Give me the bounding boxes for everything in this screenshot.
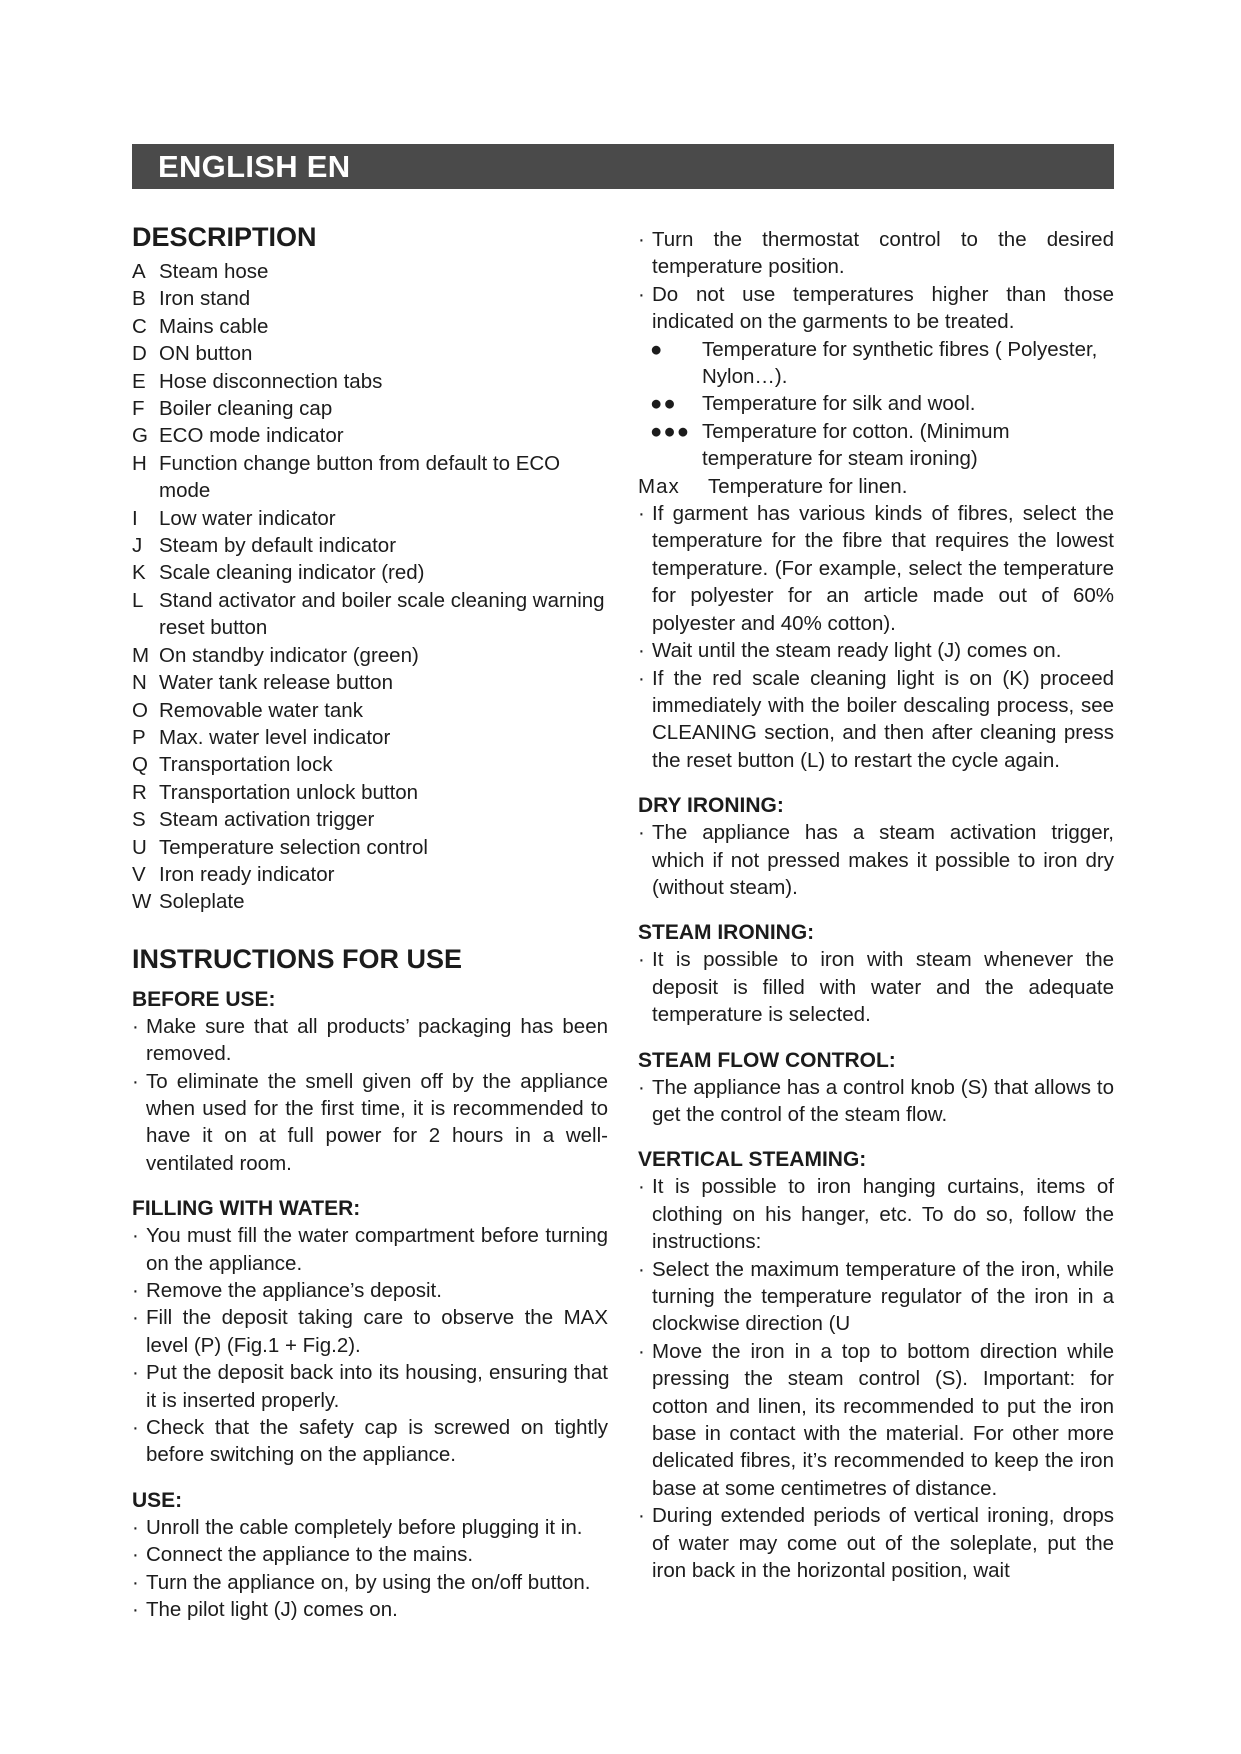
steam-flow-heading: STEAM FLOW CONTROL: (638, 1048, 896, 1072)
temperature-list (638, 336, 1114, 500)
thermostat-item: · Turn the thermostat control to the desired temperature position. (638, 226, 1114, 281)
steam-ironing-heading: STEAM IRONING: (638, 921, 815, 945)
vertical-steaming-item: · It is possible to iron hanging curtains, items of clothing on his hanger, etc. To do so, follow the instructions: (638, 1173, 1114, 1255)
item-letter: O (132, 698, 148, 722)
description-item (132, 258, 608, 285)
ironing-tip-item: · Wait until the steam ready light (J) comes on. (638, 637, 1114, 664)
item-text: Boiler cleaning cap (159, 397, 333, 421)
description-item (132, 422, 608, 449)
description-item (132, 642, 608, 669)
item-letter: D (132, 342, 147, 366)
temperature-symbol: ●● (650, 392, 677, 416)
steam-flow-item: · The appliance has a control knob (S) that allows to get the control of the steam flow. (638, 1074, 1114, 1129)
item-letter: G (132, 424, 148, 448)
item-text: Function change button from default to ECO mode (159, 451, 561, 503)
item-text: Stand activator and boiler scale cleaning warning reset button (159, 588, 605, 640)
left-column (132, 220, 608, 1641)
description-item (132, 888, 608, 915)
description-item (132, 505, 608, 532)
temperature-text: Temperature for silk and wool. (702, 392, 976, 416)
item-text: Transportation unlock button (159, 780, 419, 804)
item-letter: S (132, 808, 146, 832)
filling-heading: FILLING WITH WATER: (132, 1197, 361, 1221)
item-text: Steam hose (159, 260, 269, 283)
description-item (132, 669, 608, 696)
temperature-row (650, 336, 1114, 391)
before-use-item: · To eliminate the smell given off by the appliance when used for the first time, it is recommended to have it on at full power for 2 hours in a well-ventilated room. (132, 1068, 608, 1178)
temperature-symbol: ●●● (650, 419, 691, 443)
dry-ironing-heading: DRY IRONING: (638, 794, 784, 818)
description-item (132, 532, 608, 559)
instructions-heading: INSTRUCTIONS FOR USE (132, 943, 463, 974)
temperature-text: Temperature for synthetic fibres ( Polyester, Nylon…). (702, 337, 1098, 389)
ironing-tip-item: · If the red scale cleaning light is on (K) proceed immediately with the boiler descaling process, see CLEANING section, and then after cleaning press the reset button (L) to restart the cycle again. (638, 665, 1114, 775)
before-use-section (132, 986, 608, 1177)
description-item (132, 724, 608, 751)
description-item (132, 285, 608, 312)
description-item (132, 313, 608, 340)
filling-item: · You must fill the water compartment before turning on the appliance. (132, 1222, 608, 1277)
temperature-text: Temperature for linen. (708, 474, 908, 498)
item-letter: C (132, 314, 147, 338)
item-text: Soleplate (159, 890, 245, 914)
item-text: Low water indicator (159, 506, 336, 530)
description-item (132, 559, 608, 586)
temperature-row (650, 390, 1114, 417)
item-text: Hose disconnection tabs (159, 369, 383, 393)
item-letter: P (132, 725, 146, 749)
description-item (132, 395, 608, 422)
item-letter: A (132, 260, 146, 283)
description-item (132, 450, 608, 505)
before-use-heading: BEFORE USE: (132, 987, 276, 1011)
description-item (132, 368, 608, 395)
item-text: On standby indicator (green) (159, 643, 419, 667)
item-text: Iron ready indicator (159, 862, 335, 886)
use-item: · Connect the appliance to the mains. (132, 1541, 608, 1568)
item-letter: F (132, 397, 145, 421)
filling-item: · Fill the deposit taking care to observe the MAX level (P) (Fig.1 + Fig.2). (132, 1304, 608, 1359)
item-letter: B (132, 287, 146, 311)
temperature-symbol: ● (650, 337, 664, 361)
filling-item: · Remove the appliance’s deposit. (132, 1277, 608, 1304)
item-letter: Q (132, 753, 148, 777)
steam-ironing-section (638, 919, 1114, 1028)
item-text: Transportation lock (159, 753, 333, 777)
item-text: ECO mode indicator (159, 424, 344, 448)
right-column (638, 226, 1114, 1602)
use-item: · The pilot light (J) comes on. (132, 1596, 608, 1623)
item-text: Scale cleaning indicator (red) (159, 561, 425, 585)
dry-ironing-section (638, 792, 1114, 901)
use-heading: USE: (132, 1488, 183, 1512)
steam-ironing-item: · It is possible to iron with steam whenever the deposit is filled with water and the adequate temperature is selected. (638, 946, 1114, 1028)
item-letter: U (132, 835, 147, 859)
description-item (132, 587, 608, 642)
use-item: · Unroll the cable completely before plugging it in. (132, 1514, 608, 1541)
language-banner: ENGLISH EN (132, 144, 1114, 189)
filling-item: · Check that the safety cap is screwed on tightly before switching on the appliance. (132, 1414, 608, 1469)
before-use-item: · Make sure that all products’ packaging has been removed. (132, 1013, 608, 1068)
item-text: Removable water tank (159, 698, 363, 722)
item-text: Steam activation trigger (159, 808, 375, 832)
vertical-steaming-heading: VERTICAL STEAMING: (638, 1148, 867, 1172)
item-letter: H (132, 451, 147, 475)
description-item (132, 861, 608, 888)
temperature-text: Temperature for cotton. (Minimum temperature for steam ironing) (702, 419, 1010, 471)
description-list (132, 258, 608, 916)
item-letter: L (132, 588, 144, 612)
item-letter: W (132, 890, 152, 914)
description-item (132, 697, 608, 724)
item-text: Iron stand (159, 287, 251, 311)
item-text: ON button (159, 342, 253, 366)
filling-section (132, 1195, 608, 1469)
item-text: Max. water level indicator (159, 725, 391, 749)
filling-item: · Put the deposit back into its housing, ensuring that it is inserted properly. (132, 1359, 608, 1414)
dry-ironing-item: · The appliance has a steam activation trigger, which if not pressed makes it possible to iron dry (without steam). (638, 819, 1114, 901)
item-text: Water tank release button (159, 671, 393, 695)
item-letter: J (132, 534, 143, 558)
item-text: Mains cable (159, 314, 269, 338)
item-letter: V (132, 862, 146, 886)
item-letter: R (132, 780, 147, 804)
use-item: · Turn the appliance on, by using the on/off button. (132, 1569, 608, 1596)
item-letter: N (132, 671, 147, 695)
description-item (132, 751, 608, 778)
vertical-steaming-section (638, 1146, 1114, 1584)
description-heading: DESCRIPTION (132, 222, 317, 252)
thermostat-item: · Do not use temperatures higher than those indicated on the garments to be treated. (638, 281, 1114, 336)
description-item (132, 834, 608, 861)
vertical-steaming-item: · Select the maximum temperature of the iron, while turning the temperature regulator of the iron in a clockwise direction (U (638, 1256, 1114, 1338)
item-letter: K (132, 561, 146, 585)
description-item (132, 340, 608, 367)
vertical-steaming-item: · During extended periods of vertical ironing, drops of water may come out of the soleplate, put the iron back in the horizontal position, wait (638, 1502, 1114, 1584)
item-letter: I (132, 506, 138, 530)
item-letter: E (132, 369, 146, 393)
description-item (132, 779, 608, 806)
ironing-tip-item: · If garment has various kinds of fibres, select the temperature for the fibre that requires the lowest temperature. (For example, select the temperature for polyester for an article made out of 60% polyester and 40% cotton). (638, 500, 1114, 637)
temperature-row (650, 418, 1114, 473)
description-item (132, 806, 608, 833)
temperature-row (638, 473, 1114, 500)
item-text: Steam by default indicator (159, 534, 397, 558)
steam-flow-section (638, 1047, 1114, 1129)
item-text: Temperature selection control (159, 835, 428, 859)
item-letter: M (132, 643, 150, 667)
use-section (132, 1487, 608, 1624)
temperature-symbol: Max (638, 474, 680, 498)
vertical-steaming-item: · Move the iron in a top to bottom direction while pressing the steam control (S). Important: for cotton and linen, its recommended to put the iron base in contact with the material. For other more delicated fibres, it’s recommended to keep the iron base at some centimetres of distance. (638, 1338, 1114, 1502)
